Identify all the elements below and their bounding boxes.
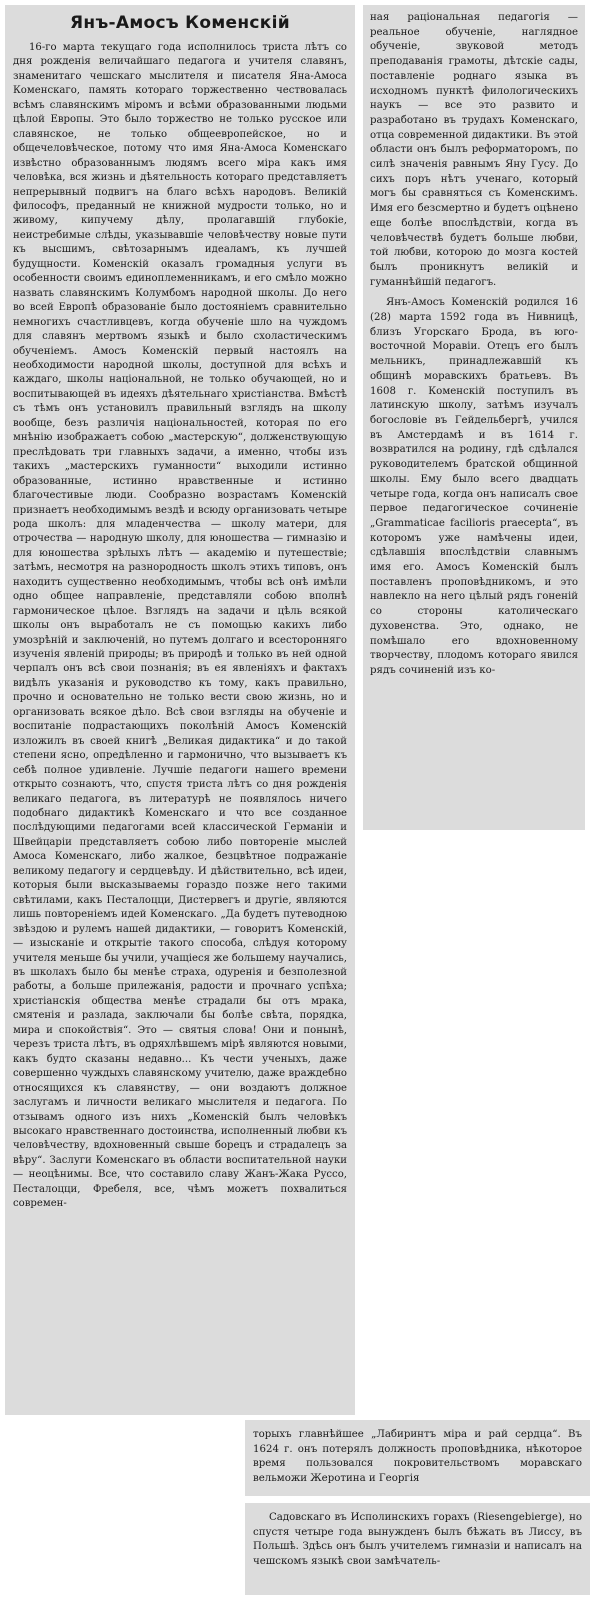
fragment-2-text: Садовскаго въ Исполинскихъ горахъ (Riesengebierge), но спустя четыре года вынужденъ былъ бѣжать въ Лиссу, въ Польшѣ. Здѣсь онъ былъ учителемъ гимназіи и написалъ на чешскомъ языкѣ свои замѣчатель-	[253, 1512, 582, 1567]
article-right-column	[363, 5, 585, 830]
text-fragment-1	[245, 1420, 590, 1496]
left-column-paragraph: 16-го марта текущаго года исполнилось триста лѣтъ со дня рожденія величайшаго педагога и учителя славянъ, знаменитаго чешскаго мыслителя и писателя Яна-Амоса Коменскаго, память котораго торжественно чествовалась всѣмъ славянскимъ міромъ и всѣми образованными людьми цѣлой Европы. Это было торжество не только русское или славянское, не только общеевропейское, но и общечеловѣческое, потому что имя Яна-Амоса Коменскаго извѣстно образованнымъ людямъ всего міра какъ имя человѣка, вся жизнь и дѣятельность котораго представляетъ непрерывный подвигъ на благо всѣхъ народовъ. Великій философъ, преданный не книжной мудрости только, но и живому, кипучему дѣлу, пролагавшій глубокіе, неистребимые слѣды, указывавшіе человѣчеству новые пути къ высшимъ, свѣтозарнымъ идеаламъ, къ лучшей будущности. Коменскій оказалъ громадныя услуги въ особенности своимъ единоплеменникамъ, и его смѣло можно назвать славянскимъ Колумбомъ народной школы. До него во всей Европѣ образованіе было достояніемъ сравнительно немногихъ счастливцевъ, когда обученіе шло на чуждомъ для славянъ мертвомъ языкѣ и было схоластическимъ обученіемъ. Амосъ Коменскій первый настоялъ на необходимости народной школы, доступной для всѣхъ и каждаго, школы національной, не только обучающей, но и воспитывающей въ идеяхъ дѣятельнаго христіанства. Вмѣстѣ съ тѣмъ онъ установилъ правильный взглядъ на школу вообще, безъ различія національностей, которая по его мнѣнію изображаетъ собою „мастерскую“, долженствующую преслѣдовать три главныхъ задачи, а именно, чтобы изъ такихъ „мастерскихъ гуманности“ выходили истинно образованные, истинно нравственные и истинно благочестивые люди. Сообразно возрастамъ Коменскій признаетъ необходимымъ вездѣ и всюду организовать четыре рода школъ: для младенчества — школу матери, для отрочества — народную школу, для юношества — гимназію и для юношества зрѣлыхъ лѣтъ — академію и путешествіе; затѣмъ, несмотря на разнородность школъ этихъ типовъ, онъ находитъ существенно необходимымъ, чтобы всѣ онѣ имѣли одно общее направленіе, представляли собою вполнѣ гармоническое цѣлое. Взглядъ на задачи и цѣль всякой школы онъ выработалъ не съ помощью какихъ либо умозрѣній и заключеній, но путемъ долгаго и всесторонняго изученія явленій природы; въ природѣ и только въ ней одной черпалъ онъ всѣ свои познанія; въ ея явленіяхъ и фактахъ видѣлъ указанія и руководство къ тому, какъ правильно, прочно и основательно не только вести свою жизнь, но и организовать всякое дѣло. Всѣ свои взгляды на обученіе и воспитаніе подрастающихъ поколѣній Амосъ Коменскій изложилъ въ своей книгѣ „Великая дидактика“ и до такой степени ясно, опредѣленно и гармонично, что вызываетъ къ себѣ полное удивленіе. Лучшіе педагоги нашего времени открыто сознаютъ, что, спустя триста лѣтъ со дня рожденія великаго педагога, въ литературѣ не появлялось ничего подобнаго дидактикѣ Коменскаго и что все созданное послѣдующими педагогами всей классической Германіи и Швейцаріи представляетъ собою либо повтореніе мыслей Амоса Коменскаго, либо жалкое, безцвѣтное подражаніе великому педагогу и сердцевѣду. И дѣйствительно, всѣ идеи, которыя были высказываемы гораздо позже него такими свѣтилами, какъ Песталоцци, Дистервегъ и другіе, являются лишь повтореніемъ идей Коменскаго. „Да будетъ путеводною звѣздою и рулемъ нашей дидактики, — говоритъ Коменскій, — изысканіе и открытіе такого способа, слѣдуя которому учителя меньше бы учили, учащіеся же большему научались, въ школахъ было бы менѣе страха, одуренія и безполезной работы, а больше прилежанія, радости и прочнаго успѣха; христіанскія общества менѣе страдали бы отъ мрака, смятенія и разлада, заключали бы болѣе свѣта, порядка, мира и спокойствія“. Это — святыя слова! Они и понынѣ, черезъ триста лѣтъ, въ одряхлѣвшемъ мірѣ являются новыми, какъ будто сказаны недавно... Къ чести ученыхъ, даже совершенно чуждыхъ славянскому учителю, даже враждебно относящихся къ славянству, — они воздаютъ должное заслугамъ и личности великаго мыслителя и педагога. По отзывамъ одного изъ нихъ „Коменскій былъ человѣкъ высокаго нравственнаго достоинства, исполненный любви къ человѣчеству, вдохновенный свыше борецъ и страдалецъ за вѣру“. Заслуги Коменскаго въ области воспитательной науки — неоцѣнимы. Все, что составило славу Жанъ-Жака Руссо, Песталоцци, Фребеля, все, чѣмъ можетъ похвалиться современ-	[13, 42, 347, 1210]
article-left-column	[5, 5, 355, 1415]
article-title: Янъ-Амосъ Коменскій	[70, 13, 290, 33]
right-column-paragraph-biography: Янъ-Амосъ Коменскій родился 16 (28) марта 1592 года въ Нивницѣ, близъ Угорскаго Брода, въ юго-восточной Моравіи. Отецъ его былъ мельникъ, принадлежавшій къ общинѣ моравскихъ братьевъ. Въ 1608 г. Коменскій поступилъ въ латинскую школу, затѣмъ изучалъ богословіе въ Гейдельбергѣ, учился въ Амстердамѣ и въ 1614 г. возвратился на родину, гдѣ сдѣлался руководителемъ братской общинной школы. Ему было всего двадцать четыре года, когда онъ написалъ свое первое педагогическое сочиненіе „Grammaticae facilioris praecepta“, въ которомъ уже намѣчены идеи, сдѣлавшія впослѣдствіи славнымъ имя его. Амосъ Коменскій былъ поставленъ проповѣдникомъ, и это навлекло на него цѣлый рядъ гоненій со стороны католическаго духовенства. Это, однако, не помѣшало его вдохновенному творчеству, плодомъ котораго явился рядъ сочиненій изъ ко-	[370, 297, 578, 676]
right-column-paragraph-continuation: ная раціональная педагогія — реальное обученіе, наглядное обученіе, звуковой методъ преподаванія грамоты, дѣтскіе сады, поставленіе роднаго языка въ исходномъ пунктѣ филологическихъ наукъ — все это развито и разработано въ трудахъ Коменскаго, отца современной дидактики. Въ этой области онъ былъ реформаторомъ, по силѣ значенія равнымъ Яну Гусу. До сихъ поръ нѣтъ ученаго, который могъ бы сравняться съ Коменскимъ. Имя его безсмертно и будетъ оцѣнено еще болѣе впослѣдствіи, когда въ человѣчествѣ будетъ больше любви, той любви, которою до мозга костей былъ проникнутъ великій и гуманнѣйшій педагогъ.	[370, 12, 578, 288]
text-fragment-2	[245, 1503, 590, 1595]
fragment-1-text: торыхъ главнѣйшее „Лабиринтъ міра и рай сердца“. Въ 1624 г. онъ потерялъ должность проповѣдника, нѣкоторое время пользовался покровительствомъ моравскаго вельможи Жеротина и Георгія	[253, 1429, 582, 1484]
